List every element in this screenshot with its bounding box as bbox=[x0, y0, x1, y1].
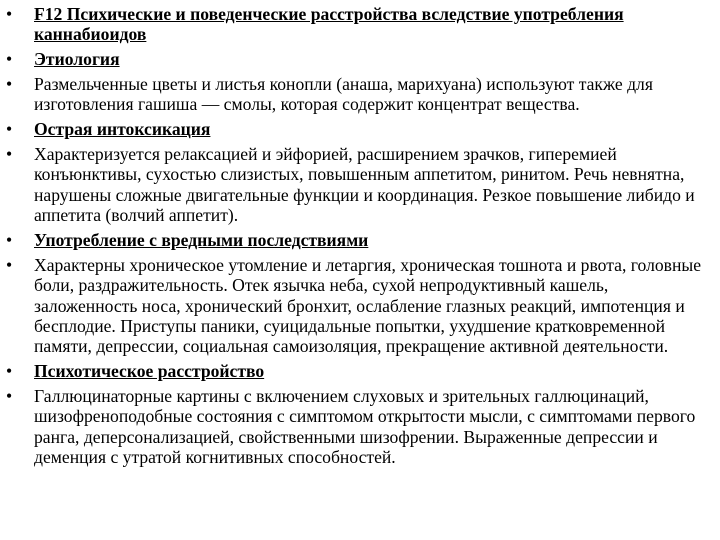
bullet-icon: • bbox=[6, 144, 13, 164]
bullet-list bbox=[6, 4, 712, 472]
psychotic-disorder-heading: Психотическое расстройство bbox=[34, 361, 265, 382]
acute-intoxication-heading: Острая интоксикация bbox=[34, 119, 211, 140]
bullet-icon: • bbox=[6, 4, 13, 24]
bullet-icon: • bbox=[6, 254, 13, 275]
bullet-icon: • bbox=[6, 361, 13, 382]
etiology-text: Размельченные цветы и листья конопли (анаша, марихуана) используют также для изготовления гашиша — смолы, которая содержит концентрат вещества. bbox=[34, 74, 653, 115]
bullet-icon: • bbox=[6, 230, 13, 251]
section-title: F12 Психические и поведенческие расстройства вследствие употребления каннабиоидов bbox=[34, 4, 624, 45]
etiology-heading: Этиология bbox=[34, 49, 120, 70]
acute-intoxication-text: Характеризуется релаксацией и эйфорией, расширением зрачков, гиперемией конъюнктивы, сухостью слизистых, повышенным аппетитом, ринитом. Речь невнятна, нарушены сложные двигательные функции и координация. Резкое повышение либидо и аппетита (волчий аппетит). bbox=[34, 144, 695, 226]
bullet-item-harmful-text bbox=[6, 255, 712, 357]
bullet-item-title bbox=[6, 4, 712, 45]
bullet-item-harmful-heading bbox=[6, 230, 712, 250]
bullet-item-acute-heading bbox=[6, 119, 712, 139]
bullet-item-psychotic-text bbox=[6, 386, 712, 468]
bullet-icon: • bbox=[6, 49, 13, 70]
bullet-item-etiology-heading bbox=[6, 49, 712, 69]
bullet-item-psychotic-heading bbox=[6, 361, 712, 381]
bullet-icon: • bbox=[6, 386, 13, 407]
harmful-use-text: Характерны хроническое утомление и летаргия, хроническая тошнота и рвота, головные боли, раздражительность. Отек язычка неба, сухой непродуктивный кашель, заложенность носа, хронический бронхит, ослабление глазных реакций, импотенция и бесплодие. Приступы паники, суицидальные попытки, ухудшение кратковременной памяти, депрессии, социальная самоизоляция, прекращение активной деятельности. bbox=[34, 254, 702, 357]
bullet-item-etiology-text bbox=[6, 74, 712, 115]
harmful-use-heading: Употребление с вредными последствиями bbox=[34, 230, 369, 251]
bullet-icon: • bbox=[6, 119, 13, 140]
psychotic-disorder-text: Галлюцинаторные картины с включением слуховых и зрительных галлюцинаций, шизофреноподобные состояния с симптомом открытости мысли, с симптомами первого ранга, деперсонализацией, свойственными шизофрении. Выраженные депрессии и деменция с утратой когнитивных способностей. bbox=[34, 386, 696, 468]
bullet-icon: • bbox=[6, 74, 13, 94]
bullet-item-acute-text bbox=[6, 144, 712, 226]
